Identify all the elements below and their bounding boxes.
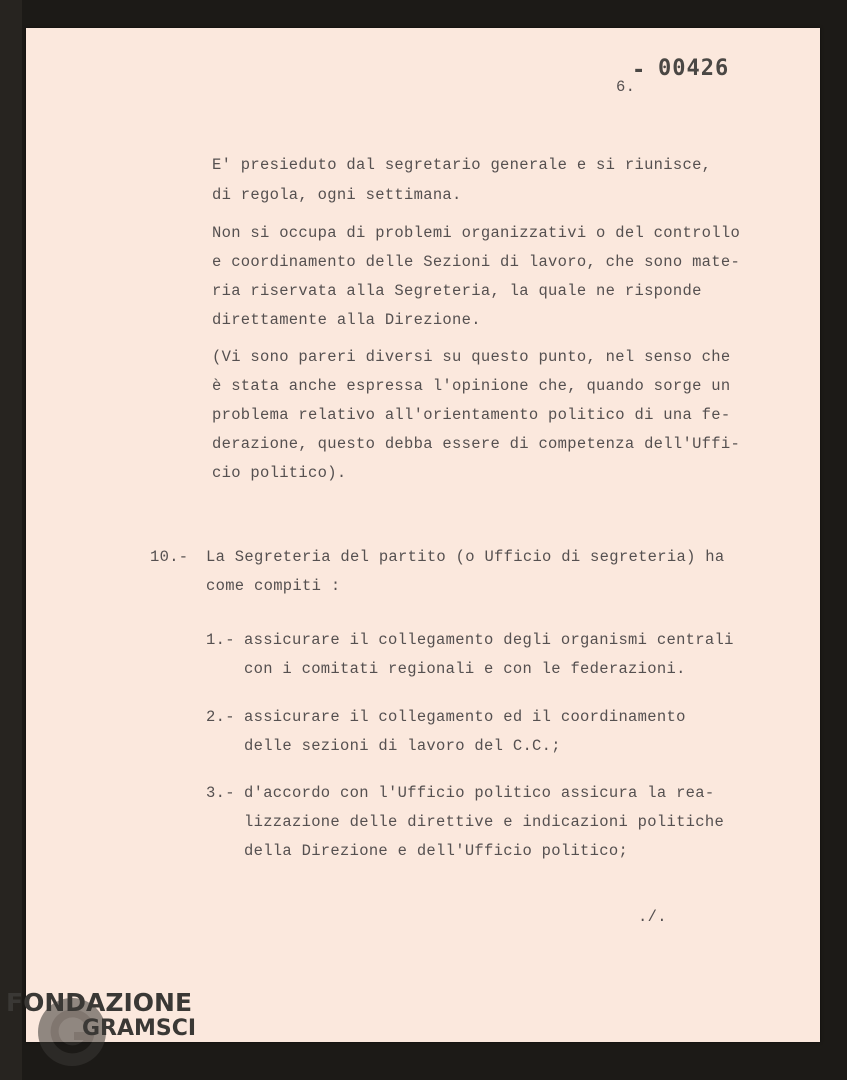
paragraph-2-line-1: Non si occupa di problemi organizzativi o del controllo bbox=[212, 224, 741, 242]
page-number: 6. bbox=[616, 78, 636, 96]
section-10-line-2: come compiti : bbox=[206, 577, 341, 595]
paragraph-1-line-1: E' presieduto dal segretario generale e si riunisce, bbox=[212, 156, 712, 174]
paragraph-3-line-5: cio politico). bbox=[212, 464, 347, 482]
paragraph-2-line-2: e coordinamento delle Sezioni di lavoro, che sono mate- bbox=[212, 253, 741, 271]
archive-stamp-number: 00426 bbox=[658, 56, 730, 81]
item-3-line-2: lizzazione delle direttive e indicazioni politiche bbox=[244, 813, 725, 831]
item-1-line-1: assicurare il collegamento degli organismi centrali bbox=[244, 631, 734, 649]
item-1-line-2: con i comitati regionali e con le federazioni. bbox=[244, 660, 686, 678]
paragraph-1-line-2: di regola, ogni settimana. bbox=[212, 186, 462, 204]
section-10-number: 10.- bbox=[150, 548, 189, 566]
paragraph-2-line-4: direttamente alla Direzione. bbox=[212, 311, 481, 329]
item-3-line-3: della Direzione e dell'Ufficio politico; bbox=[244, 842, 629, 860]
paragraph-3-line-1: (Vi sono pareri diversi su questo punto, nel senso che bbox=[212, 348, 731, 366]
continuation-mark: ./. bbox=[638, 908, 667, 926]
fondazione-gramsci-watermark bbox=[6, 988, 216, 1072]
paragraph-3-line-2: è stata anche espressa l'opinione che, quando sorge un bbox=[212, 377, 731, 395]
item-2-number: 2.- bbox=[206, 708, 235, 726]
paragraph-2-line-3: ria riservata alla Segreteria, la quale ne risponde bbox=[212, 282, 702, 300]
paragraph-3-line-4: derazione, questo debba essere di competenza dell'Uffi- bbox=[212, 435, 741, 453]
paragraph-3-line-3: problema relativo all'orientamento politico di una fe- bbox=[212, 406, 731, 424]
stamp-dash: - bbox=[632, 58, 647, 83]
item-2-line-1: assicurare il collegamento ed il coordinamento bbox=[244, 708, 686, 726]
item-3-line-1: d'accordo con l'Ufficio politico assicura la rea- bbox=[244, 784, 715, 802]
item-3-number: 3.- bbox=[206, 784, 235, 802]
document-page bbox=[26, 28, 820, 1042]
section-10-line-1: La Segreteria del partito (o Ufficio di segreteria) ha bbox=[206, 548, 725, 566]
watermark-line-2: GRAMSCI bbox=[82, 1016, 197, 1041]
item-2-line-2: delle sezioni di lavoro del C.C.; bbox=[244, 737, 561, 755]
item-1-number: 1.- bbox=[206, 631, 235, 649]
binding-spine bbox=[0, 0, 22, 1080]
watermark-line-1: FONDAZIONE bbox=[6, 988, 193, 1017]
